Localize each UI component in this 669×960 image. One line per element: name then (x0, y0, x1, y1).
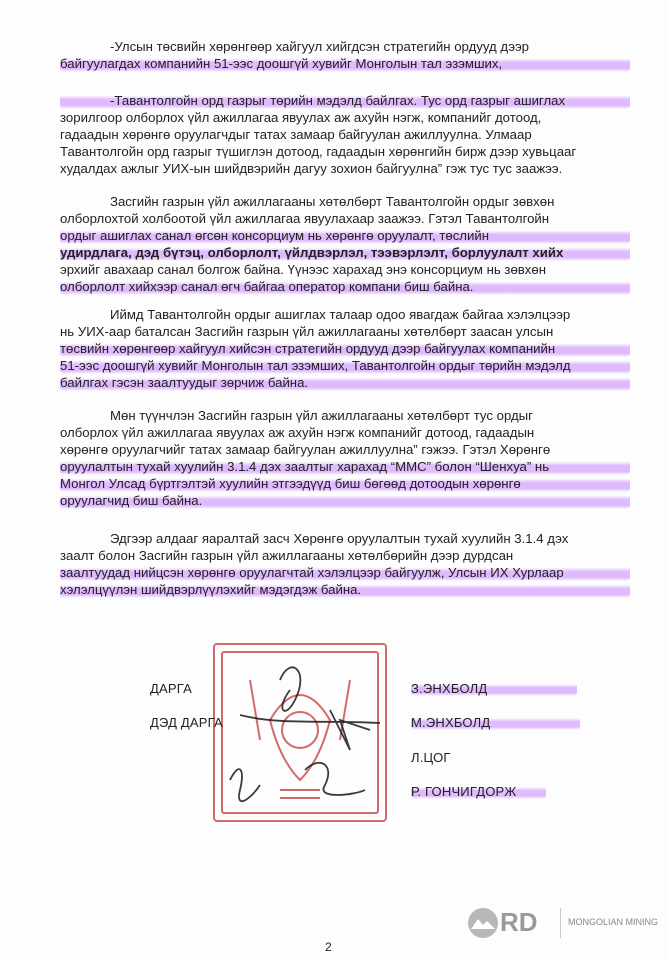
signatory-name-3: Л.ЦОГ (411, 750, 451, 765)
footer-logo (466, 905, 659, 946)
paragraph-3 (60, 193, 630, 295)
p4-line-4: 51-ээс доошгүй хувийг Монголын тал эзэмших, Тавантолгойн ордыг төрийн мэдэлд (60, 357, 630, 374)
official-stamp-icon (210, 640, 390, 825)
p6-line-1: Эдгээр алдааг яаралтай засч Хөрөнгө оруулалтын тухай хуулийн 3.1.4 дэх (110, 531, 569, 546)
p5-line-1: Мөн түүнчлэн Засгийн газрын үйл ажиллагааны хөтөлбөрт тус ордыг (110, 408, 533, 423)
p5-line-4: оруулалтын тухай хуулийн 3.1.4 дэх заалтыг харахад “ММС” болон “Шенхуа” нь (60, 458, 630, 475)
p2-line-5: худалдах ажлыг УИХ-ын шийдвэрийн дагуу зохион байгуулна” гэж тус тус заажээ. (60, 161, 563, 176)
p1-line-2: байгуулагдах компанийн 51-ээс доошгүй хувийг Монголын тал эзэмших, (60, 55, 630, 72)
p5-line-6: оруулагчид биш байна. (60, 492, 630, 509)
footer-divider (560, 908, 561, 938)
p6-line-4: хэлэлцүүлэн шийдвэрлүүлэхийг мэдэгдэж байна. (60, 581, 630, 598)
p3-line-2: олборлохтой холбоотой үйл ажиллагаа явуулахаар заажээ. Гэтэл Тавантолгойн (60, 211, 550, 226)
p3-line-6: олборлолт хийхээр санал өгч байгаа оператор компани биш байна. (60, 278, 630, 295)
p6-line-3: заалтуудад нийцсэн хөрөнгө оруулагчтай хэлэлцээр байгуулж, Улсын ИХ Хурлаар (60, 564, 630, 581)
p4-line-3: төсвийн хөрөнгөөр хайгуул хийсэн стратегийн ордууд дээр байгуулах компанийн (60, 340, 630, 357)
p3-line-1: Засгийн газрын үйл ажиллагааны хөтөлбөрт Тавантолгойн ордыг зөвхөн (110, 194, 555, 209)
p4-line-1: Иймд Тавантолгойн ордыг ашиглах талаар одоо явагдаж байгаа хэлэлцээр (110, 307, 571, 322)
p3-line-3: ордыг ашиглах санал өгсөн консорциум нь хөрөнгө оруулалт, төслийн (60, 227, 630, 244)
p6-line-2: заалт болон Засгийн газрын үйл ажиллагааны хөтөлбөрийн дээр дурдсан (60, 548, 514, 563)
footer-brand: MONGOLIAN MINING (568, 917, 659, 927)
paragraph-5 (60, 407, 630, 509)
p2-line-1: -Тавантолгойн орд газрыг төрийн мэдэлд байлгах. Тус орд газрыг ашиглах (60, 92, 630, 109)
signatory-title-1: ДАРГА (150, 681, 192, 696)
signatory-name-4: Р. ГОНЧИГДОРЖ (411, 784, 546, 799)
p4-line-5: байлгах гэсэн заалтуудыг зөрчиж байна. (60, 374, 630, 391)
p1-line-1: -Улсын төсвийн хөрөнгөөр хайгуул хийгдсэн стратегийн ордууд дээр (110, 39, 530, 54)
signatory-name-2: М.ЭНХБОЛД (411, 715, 580, 730)
p3-line-4: удирдлага, дэд бүтэц, олборлолт, үйлдвэрлэл, тээвэрлэлт, борлуулалт хийх (60, 244, 630, 261)
paragraph-1 (60, 38, 630, 72)
page-number: 2 (325, 940, 332, 954)
p2-line-4: Тавантолгойн орд газрыг түшиглэн дотоод, гадаадын хөрөнгийн бирж дээр хувьцааг (60, 144, 577, 159)
paragraph-6 (60, 530, 630, 598)
p5-line-3: хөрөнгө оруулагчийг татах замаар байгуулан ажиллуулна” гэжээ. Гэтэл Хөрөнгө (60, 442, 551, 457)
footer-logo-text: RD (500, 907, 538, 937)
p5-line-2: олборлох үйл ажиллагаа явуулах аж ахуйн нэгж компанийг дотоод, гадаадын (60, 425, 535, 440)
p3-line-5: эрхийг авахаар санал болгож байна. Үүнээс харахад энэ консорциум нь зөвхөн (60, 262, 547, 277)
p2-line-3: гадаадын хөрөнгө оруулагчдыг татах замаар байгуулан ажиллуулна. Улмаар (60, 127, 532, 142)
signatory-title-2: ДЭД ДАРГА (150, 715, 223, 730)
p4-line-2: нь УИХ-аар баталсан Засгийн газрын үйл ажиллагааны хөтөлбөрт заасан улсын (60, 324, 554, 339)
p5-line-5: Монгол Улсад бүртгэлтэй хуулийн этгээдүүд биш бөгөөд дотоодын хөрөнгө (60, 475, 630, 492)
paragraph-2 (60, 92, 630, 177)
signatory-name-1: З.ЭНХБОЛД (411, 681, 577, 696)
paragraph-4 (60, 306, 630, 391)
p2-line-2: зорилгоор олборлох үйл ажиллагаа явуулах аж ахуйн нэгж, компанийг дотоод, (60, 110, 542, 125)
